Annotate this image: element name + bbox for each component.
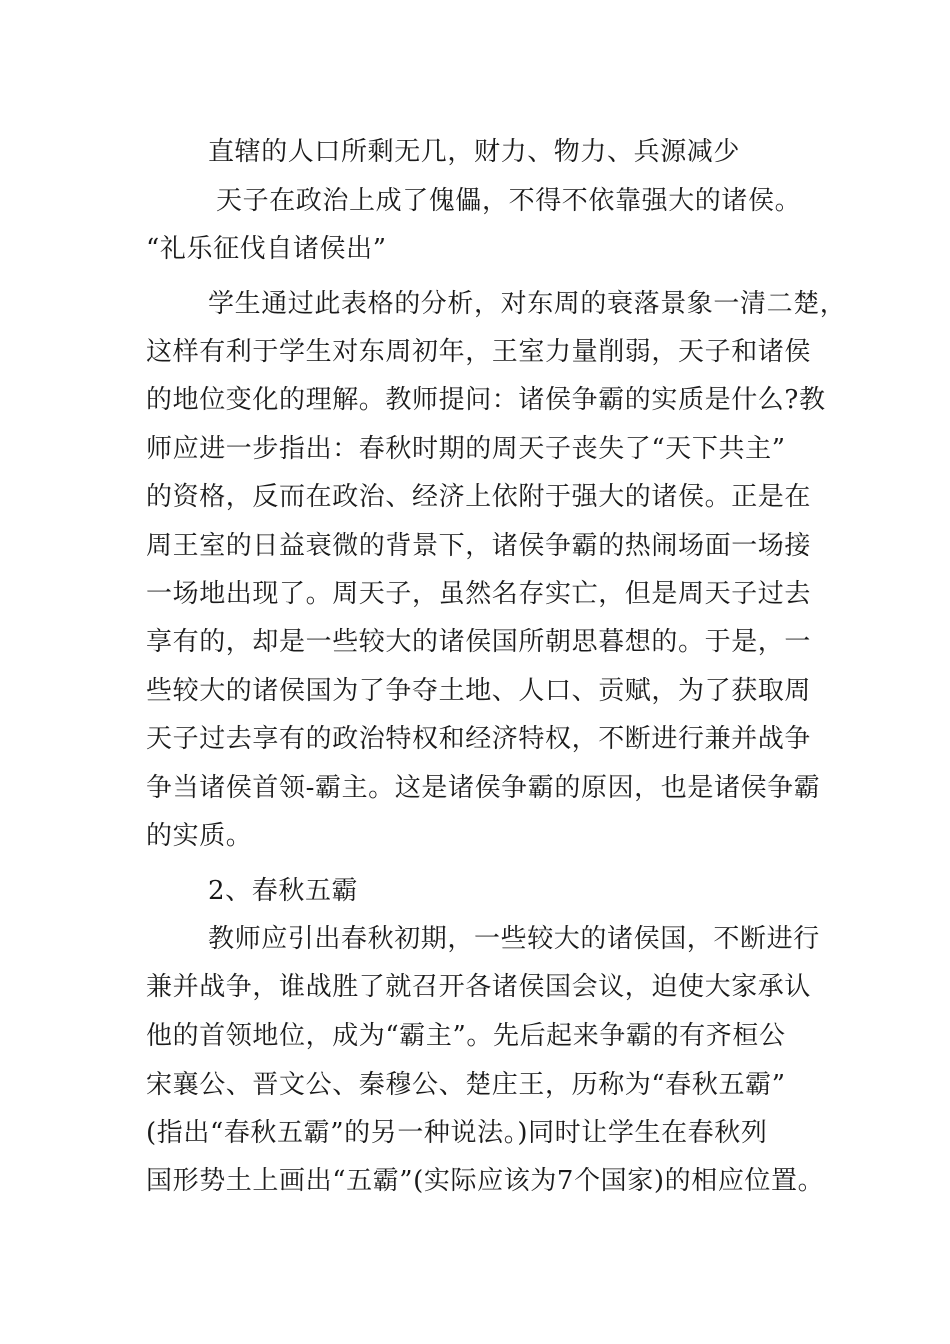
paragraph-line: 享有的，却是一些较大的诸侯国所朝思暮想的。于是，一 [146,627,812,657]
paragraph-line: 的资格，反而在政治、经济上依附于强大的诸侯。正是在 [146,482,812,512]
paragraph-line: 的地位变化的理解。教师提问：诸侯争霸的实质是什么?教 [146,385,826,415]
paragraph-line: 些较大的诸侯国为了争夺土地、人口、贡赋，为了获取周 [146,676,812,706]
paragraph-line: 直辖的人口所剩无几，财力、物力、兵源减少 [208,137,741,167]
paragraph-line: 天子在政治上成了傀儡，不得不依靠强大的诸侯。 [216,186,802,216]
paragraph-line: 教师应引出春秋初期，一些较大的诸侯国，不断进行 [208,924,820,954]
paragraph-line: “礼乐征伐自诸侯出” [146,234,387,264]
paragraph-line: 争当诸侯首领-霸主。这是诸侯争霸的原因，也是诸侯争霸 [146,773,821,803]
paragraph-line: 天子过去享有的政治特权和经济特权，不断进行兼并战争 [146,724,812,754]
paragraph-line: 学生通过此表格的分析，对东周的衰落景象一清二楚， [208,289,847,319]
paragraph-line: 国形势土上画出“五霸”(实际应该为7个国家)的相应位置。 [146,1166,825,1196]
paragraph-line: 宋襄公、晋文公、秦穆公、楚庄王，历称为“春秋五霸” [146,1070,786,1100]
paragraph-line: 师应进一步指出：春秋时期的周天子丧失了“天下共主” [146,434,786,464]
paragraph-line: 的实质。 [146,821,253,851]
paragraph-line: 兼并战争，谁战胜了就召开各诸侯国会议，迫使大家承认 [146,972,812,1002]
paragraph-line: 他的首领地位，成为“霸主”。先后起来争霸的有齐桓公 [146,1021,786,1051]
paragraph-line: 一场地出现了。周天子，虽然名存实亡，但是周天子过去 [146,579,812,609]
paragraph-line: 这样有利于学生对东周初年，王室力量削弱，天子和诸侯 [146,337,812,367]
paragraph-line: (指出“春秋五霸”的另一种说法。)同时让学生在春秋列 [146,1118,768,1148]
section-heading: 2、春秋五霸 [208,876,359,906]
paragraph-line: 周王室的日益衰微的背景下，诸侯争霸的热闹场面一场接 [146,531,812,561]
